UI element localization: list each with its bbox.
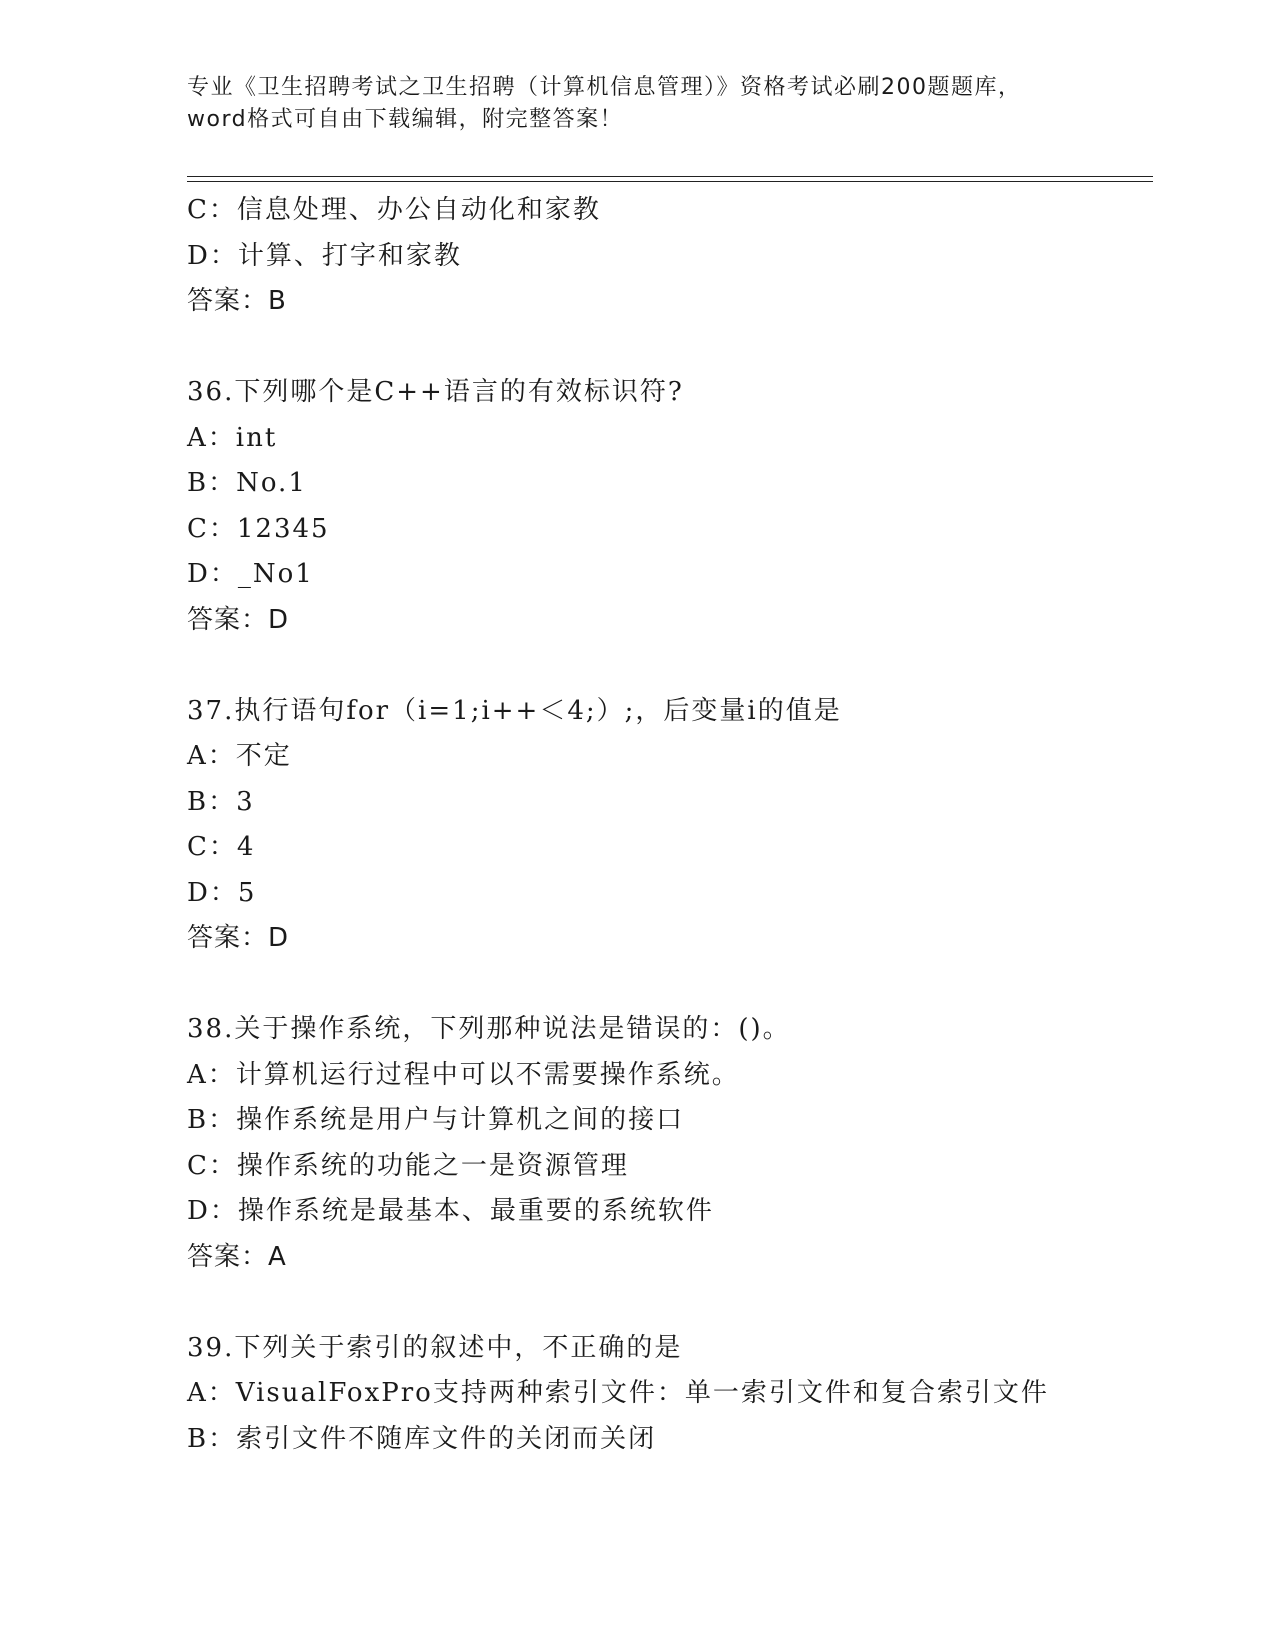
option-c: C：12345 [187,513,330,544]
header-divider-top [187,176,1153,177]
option-b: B：3 [187,786,255,817]
question-list [187,188,1147,1462]
document-header [187,72,1087,136]
header-divider-bottom [187,181,1153,182]
question-text: 36.下列哪个是C++语言的有效标识符? [187,377,684,407]
option-a: A：计算机运行过程中可以不需要操作系统。 [187,1059,740,1090]
question-block [187,370,1147,643]
answer-line: 答案：B [187,286,287,316]
answer-line: 答案：D [187,923,290,953]
option-b: B：操作系统是用户与计算机之间的接口 [187,1105,685,1135]
answer-line: 答案：A [187,1241,287,1272]
header-line-1: 专业《卫生招聘考试之卫生招聘（计算机信息管理）》资格考试必刷200题题库， [187,75,1022,100]
option-b: B：索引文件不随库文件的关闭而关闭 [187,1423,657,1454]
option-a: A：int [187,422,278,453]
option-d: D：_No1 [187,559,314,589]
option-c: C：信息处理、办公自动化和家教 [187,195,601,225]
question-text: 39.下列关于索引的叙述中，不正确的是 [187,1332,683,1363]
question-block [187,1007,1147,1280]
header-line-2: word格式可自由下载编辑，附完整答案！ [187,107,624,132]
spacer [187,643,1147,689]
option-d: D：操作系统是最基本、最重要的系统软件 [187,1196,714,1226]
option-a: A：不定 [187,741,292,771]
spacer [187,325,1147,371]
spacer [187,1280,1147,1326]
option-a: A：VisualFoxPro支持两种索引文件：单一索引文件和复合索引文件 [187,1378,1049,1408]
question-block [187,1326,1147,1463]
question-text: 37.执行语句for（i=1;i++＜4;）;，后变量i的值是 [187,695,842,726]
option-b: B：No.1 [187,468,307,498]
option-c: C：4 [187,832,256,862]
question-block [187,689,1147,962]
option-d: D：计算、打字和家教 [187,240,462,271]
option-d: D：5 [187,877,257,908]
option-c: C：操作系统的功能之一是资源管理 [187,1150,629,1181]
question-text: 38.关于操作系统，下列那种说法是错误的：()。 [187,1014,791,1044]
question-block [187,188,1147,325]
spacer [187,962,1147,1008]
answer-line: 答案：D [187,604,290,635]
